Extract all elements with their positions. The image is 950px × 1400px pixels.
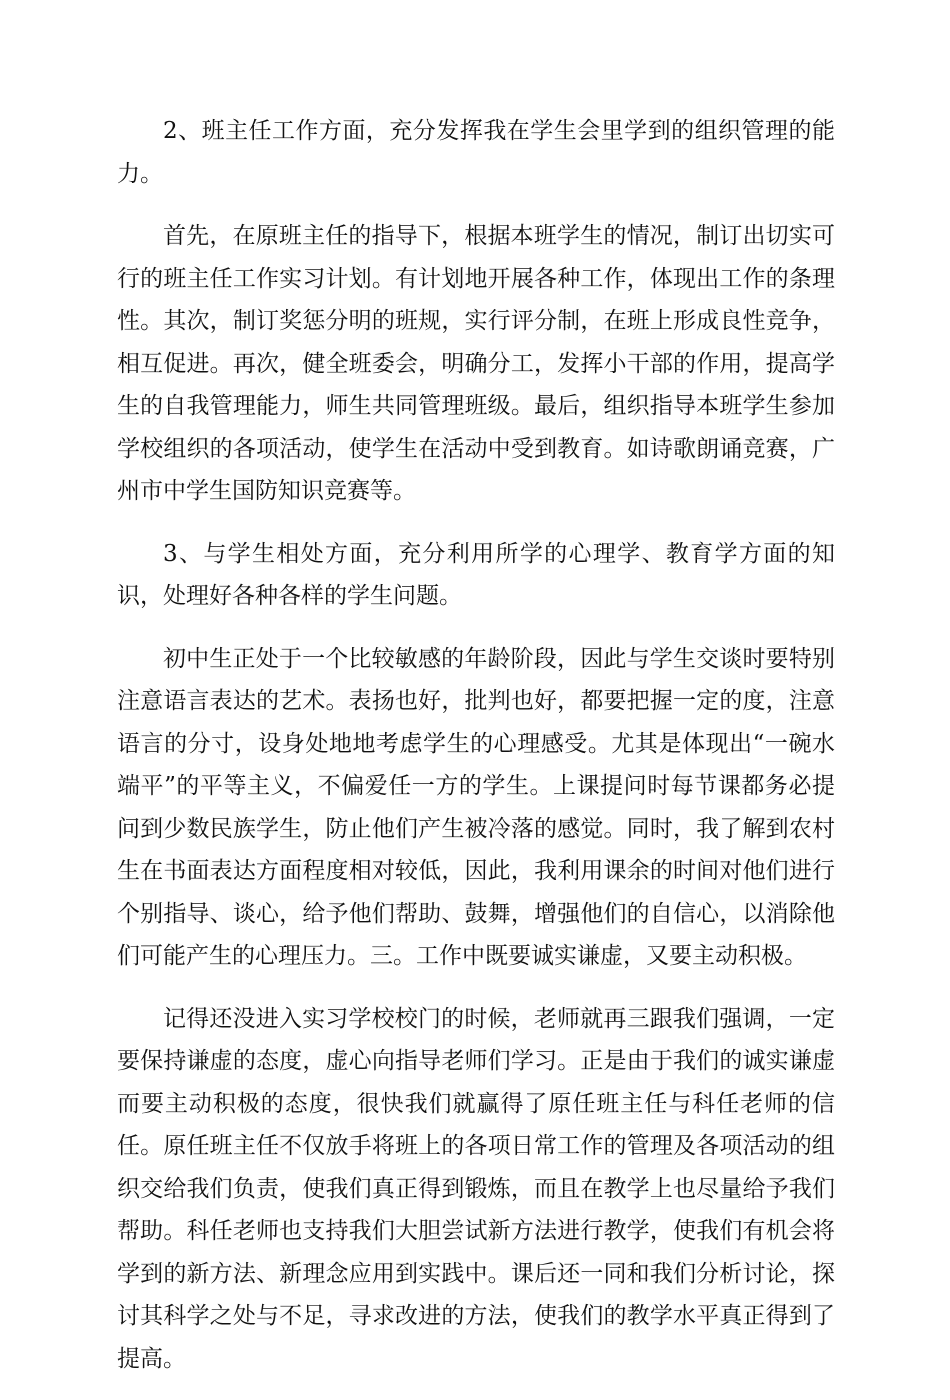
document-body	[117, 110, 835, 1400]
paragraph-communication: 初中生正处于一个比较敏感的年龄阶段，因此与学生交谈时要特别注意语言表达的艺术。表扬也好，批判也好，都要把握一定的度，注意语言的分寸，设身处地地考虑学生的心理感受。尤其是体现出“一碗水端平”的平等主义，不偏爱任一方的学生。上课提问时每节课都务必提问到少数民族学生，防止他们产生被冷落的感觉。同时，我了解到农村生在书面表达方面程度相对较低，因此，我利用课余的时间对他们进行个别指导、谈心，给予他们帮助、鼓舞，增强他们的自信心，以消除他们可能产生的心理压力。三。工作中既要诚实谦虚，又要主动积极。	[117, 645, 835, 969]
paragraph-work-plan: 首先，在原班主任的指导下，根据本班学生的情况，制订出切实可行的班主任工作实习计划。有计划地开展各种工作，体现出工作的条理性。其次，制订奖惩分明的班规，实行评分制，在班上形成良性竞争，相互促进。再次，健全班委会，明确分工，发挥小干部的作用，提高学生的自我管理能力，师生共同管理班级。最后，组织指导本班学生参加学校组织的各项活动，使学生在活动中受到教育。如诗歌朗诵竞赛，广州市中学生国防知识竞赛等。	[117, 223, 835, 504]
paragraph-humility: 记得还没进入实习学校校门的时候，老师就再三跟我们强调，一定要保持谦虚的态度，虚心向指导老师们学习。正是由于我们的诚实谦虚而要主动积极的态度，很快我们就赢得了原任班主任与科任老师的信任。原任班主任不仅放手将班上的各项日常工作的管理及各项活动的组织交给我们负责，使我们真正得到锻炼，而且在教学上也尽量给予我们帮助。科任老师也支持我们大胆尝试新方法进行教学，使我们有机会将学到的新方法、新理念应用到实践中。课后还一同和我们分析讨论，探讨其科学之处与不足，寻求改进的方法，使我们的教学水平真正得到了提高。	[117, 1005, 835, 1372]
paragraph-class-management: 2、班主任工作方面，充分发挥我在学生会里学到的组织管理的能力。	[117, 118, 835, 187]
paragraph-student-relations: 3、与学生相处方面，充分利用所学的心理学、教育学方面的知识，处理好各种各样的学生问题。	[117, 540, 835, 609]
